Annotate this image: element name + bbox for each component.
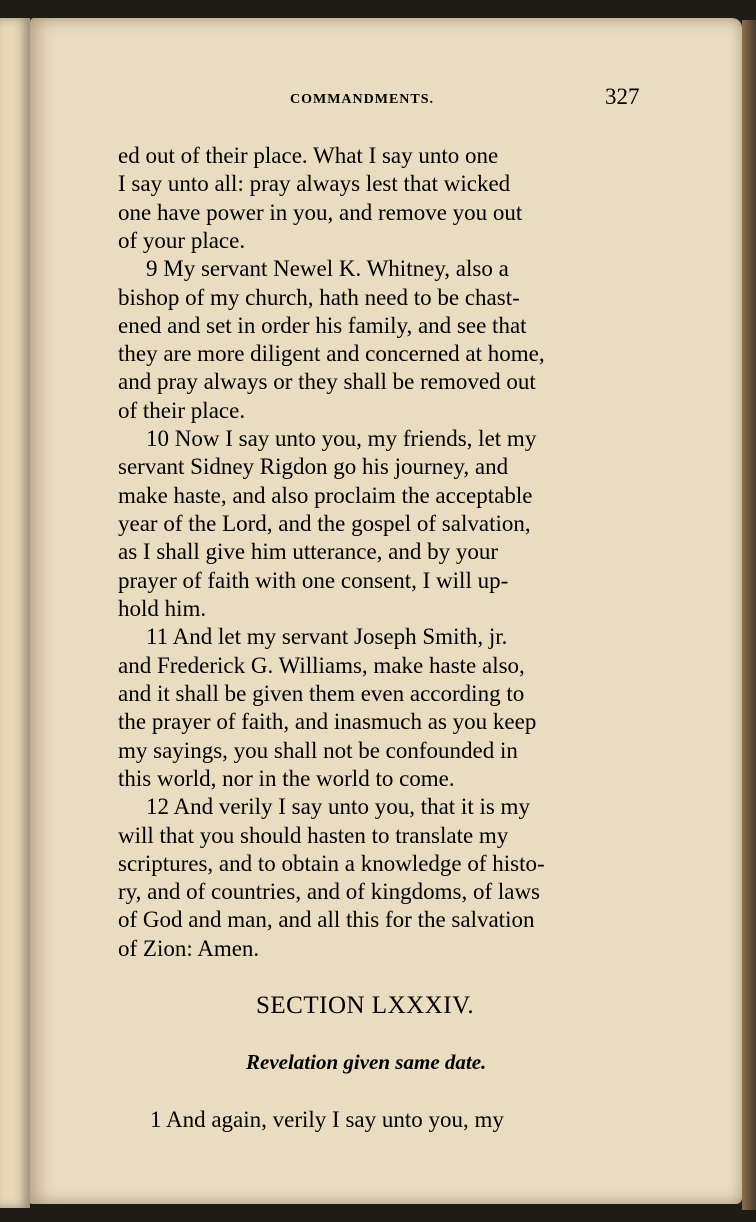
text-line: of God and man, and all this for the salvation <box>118 907 535 932</box>
page-number: 327 <box>605 84 640 109</box>
text-line: and pray always or they shall be removed out <box>118 369 536 394</box>
text-line: scriptures, and to obtain a knowledge of histo- <box>118 851 545 876</box>
text-line: 9 My servant Newel K. Whitney, also a <box>146 256 509 281</box>
text-line: my sayings, you shall not be confounded in <box>118 738 518 763</box>
text-line: this world, nor in the world to come. <box>118 766 455 791</box>
text-line: of Zion: Amen. <box>118 936 260 961</box>
section-title: SECTION LXXXIV. <box>256 992 475 1019</box>
text-line: prayer of faith with one consent, I will up- <box>118 568 509 593</box>
text-line: 10 Now I say unto you, my friends, let my <box>146 426 537 451</box>
text-line: as I shall give him utterance, and by your <box>118 539 499 564</box>
text-line: ed out of their place. What I say unto one <box>118 143 499 168</box>
section-subtitle: Revelation given same date. <box>246 1050 487 1074</box>
text-line: one have power in you, and remove you out <box>118 200 523 225</box>
text-line: make haste, and also proclaim the acceptable <box>118 483 533 508</box>
text-line: they are more diligent and concerned at home, <box>118 341 545 366</box>
text-line: ened and set in order his family, and see that <box>118 313 527 338</box>
text-line: of your place. <box>118 228 246 253</box>
text-line: 11 And let my servant Joseph Smith, jr. <box>146 624 508 649</box>
text-line: of their place. <box>118 398 246 423</box>
text-line: servant Sidney Rigdon go his journey, and <box>118 454 509 479</box>
text-line: the prayer of faith, and inasmuch as you keep <box>118 709 537 734</box>
text-line: and it shall be given them even according to <box>118 681 525 706</box>
text-line: and Frederick G. Williams, make haste also, <box>118 653 525 678</box>
running-head: COMMANDMENTS. <box>290 92 435 107</box>
section-first-line: 1 And again, verily I say unto you, my <box>150 1107 504 1132</box>
text-line: I say unto all: pray always lest that wicked <box>118 171 511 196</box>
text-line: will that you should hasten to translate my <box>118 823 509 848</box>
text-line: 12 And verily I say unto you, that it is my <box>146 794 530 819</box>
page-edge-shadow <box>742 20 756 1210</box>
text-line: year of the Lord, and the gospel of salvation, <box>118 511 531 536</box>
text-line: hold him. <box>118 596 207 621</box>
facing-page-edge <box>0 18 30 1208</box>
text-line: bishop of my church, hath need to be chast- <box>118 285 520 310</box>
text-line: ry, and of countries, and of kingdoms, of laws <box>118 879 541 904</box>
